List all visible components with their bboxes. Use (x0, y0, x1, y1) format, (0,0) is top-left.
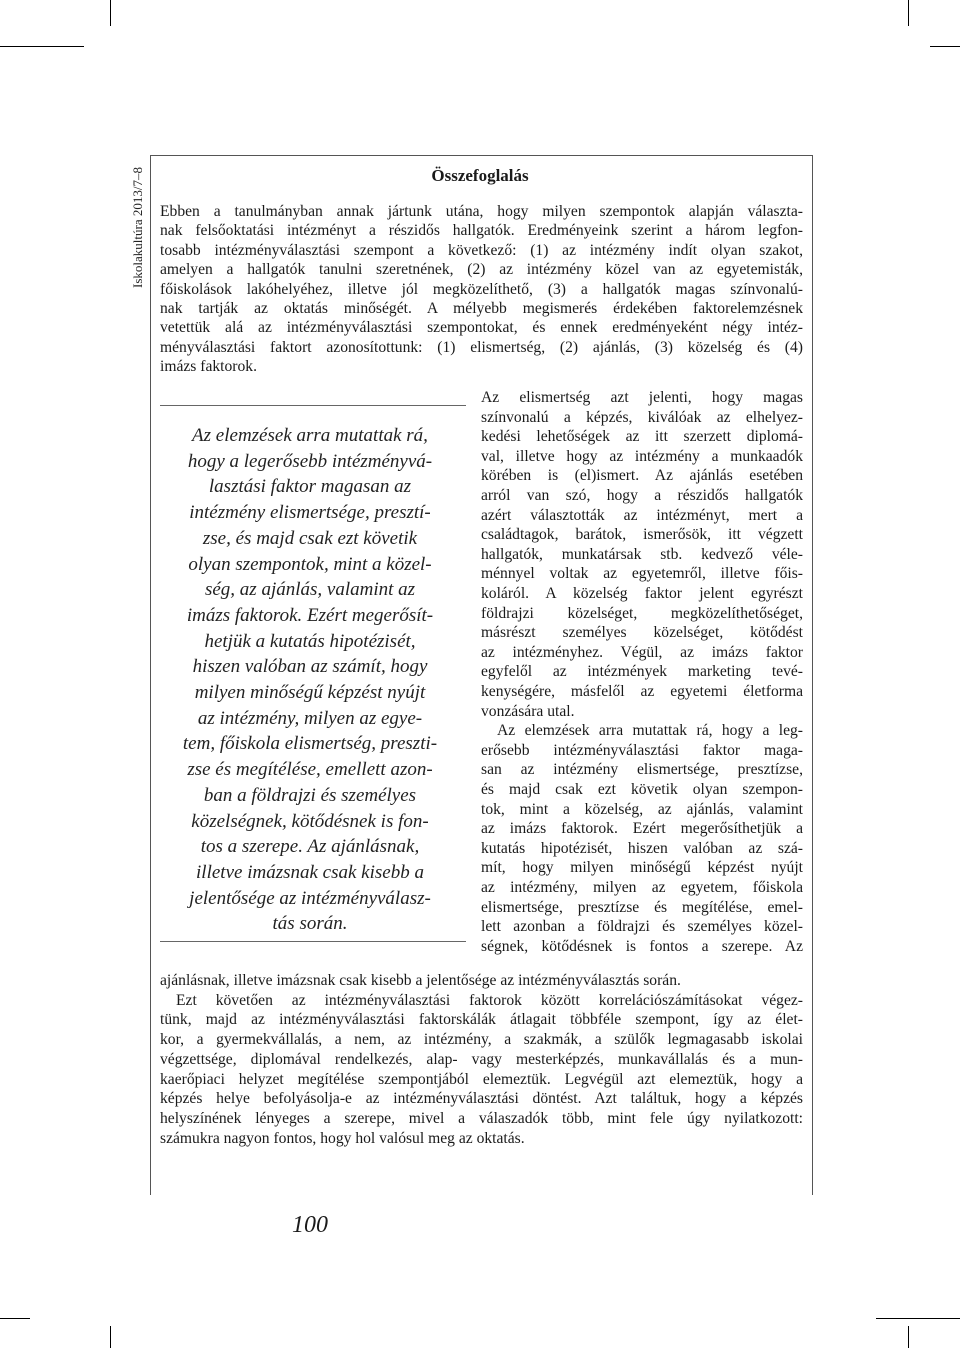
header-rule (150, 155, 813, 156)
text-line: számukra nagyon fontos, hogy hol valósul meg az oktatás. (160, 1129, 525, 1147)
text-line: elismertsége, presztízse és megítélése, emel- (481, 898, 803, 916)
text-line: hallgatók, munkatársak stb. kedvező véle- (481, 545, 803, 563)
running-head-text: Iskolakultúra 2013/7–8 (130, 167, 145, 288)
pull-quote-line: az intézmény, milyen az egye- (197, 707, 423, 729)
text-line: családtagok, barátok, ismerősök, itt végzett (481, 526, 803, 544)
text-line: ményválasztási faktort azonosítottunk: (1) elismertség, (2) ajánlás, (3) közelség és (4) (160, 338, 803, 356)
pull-quote-line: milyen minőségű képzést nyújt (194, 682, 426, 703)
text-line: kor, a gyermekvállalás, a nem, az intézmény, a szakmák, a szülők legmagasabb iskolai (160, 1031, 803, 1049)
text-line: kedési lehetőségek az itt szerzett diplomá- (481, 428, 803, 446)
crop-mark (930, 46, 960, 47)
text-line: kutatás hipotézisét, hiszen valóban az szá- (481, 839, 803, 857)
text-line: az intézmény, milyen az egyetem, főiskola (481, 879, 803, 896)
pull-quote-line: intézmény elismertsége, presztí- (189, 502, 431, 524)
text-line: Az elismertség azt jelenti, hogy magas (481, 389, 803, 406)
text-line: tok, mint a közelség, az ajánlás, valamint (481, 800, 803, 818)
text-line: színvonalú a képzés, kiválóak az elhelyez- (481, 408, 803, 426)
left-margin-rule (150, 155, 151, 1195)
pull-quote-line: imázs faktorok. Ezért megerősít- (186, 604, 434, 626)
text-line: erősebb intézményválasztási faktor maga- (481, 741, 803, 759)
pull-quote-line: tem, főiskola elismertség, preszti- (182, 733, 438, 755)
text-line: vonzására utal. (481, 702, 575, 720)
pull-quote-line: tás során. (272, 913, 348, 935)
pull-quote-line: közelségnek, kötődésnek is fon- (191, 810, 429, 832)
crop-mark (0, 1318, 30, 1319)
text-line: san az intézmény elismertsége, presztízse, (481, 761, 803, 779)
pull-quote-line: hiszen valóban az számít, hogy (192, 656, 428, 678)
text-line: az intézményhez. Végül, az imázs faktor (481, 643, 803, 661)
pull-quote-line: tos a szerepe. Az ajánlásnak, (200, 836, 420, 858)
text-line: arról van szó, hogy a részidős hallgatók (481, 487, 803, 504)
text-line: és majd csak ezt követik olyan szempon- (481, 781, 803, 798)
text-line: tünk, majd az intézményválasztási faktorskálák átlagait többféle szempont, így az élet- (160, 1011, 803, 1029)
crop-mark (0, 46, 84, 47)
pull-quote-line: olyan szempontok, mint a közel- (188, 553, 432, 575)
text-line: mít, hogy milyen minőségű képzést nyújt (481, 859, 803, 877)
text-line: azért választották az intézményt, mert a (481, 506, 803, 524)
pull-quote-line: Az elemzések arra mutattak rá, (192, 425, 428, 446)
text-line: egyfelől az intézmények marketing tevé- (481, 663, 803, 681)
text-line: imázs faktorok. (160, 358, 257, 376)
pull-quote-bottom-rule (160, 941, 466, 942)
pull-quote-line: lasztási faktor magasan az (208, 476, 412, 498)
pull-quote-line: ség, az ajánlás, valamint az (204, 579, 416, 601)
text-line: Ebben a tanulmányban annak jártunk utána, hogy milyen szempontok alapján választa- (160, 203, 803, 220)
text-line: másrészt személyes közelséget, kötődést (481, 624, 803, 642)
pull-quote-line: zse, és majd csak ezt követik (202, 527, 418, 549)
text-line: körében is (el)ismert. Az ajánlás esetében (481, 467, 803, 485)
text-line: képzés helye befolyásolja-e az intézményválasztási döntést. Azt találtuk, hogy a képzés (160, 1090, 803, 1108)
page-number: 100 (292, 1212, 328, 1238)
text-line: főiskolások lakóhelyéhez, illetve jól megközelíthető, (3) a hallgatók magas színvonalú- (160, 280, 803, 298)
text-line: val, illetve hogy az intézmény a munkaadók (481, 447, 803, 465)
pull-quote-line: ban a földrajzi és személyes (203, 784, 417, 806)
text-line: koláról. A közelség faktor jelent egyrészt (481, 585, 803, 602)
text-line: amelyen a hallgatók tanulni szeretnének, (2) az intézmény közel van az egyetemisták, (160, 261, 803, 279)
text-line: földrajzi közelséget, megközelíthetőséget, (481, 604, 803, 622)
text-line: ségnek, kötődésnek is fontos a szerepe. Az (481, 937, 803, 955)
text-line: kenységére, másfelől az egyetemi életforma (481, 683, 803, 700)
text-line: az imázs faktorok. Ezért megerősíthetjük a (481, 820, 803, 838)
crop-mark (908, 1326, 909, 1348)
pull-quote-line: jelentősége az intézményválasz- (189, 887, 431, 909)
text-line: nak tartják az oktatás minőségét. A mélyebb megismerés érdekében faktorelemzésnek (160, 300, 803, 317)
pull-quote-line: hetjük a kutatás hipotézisét, (204, 630, 416, 652)
right-margin-rule (812, 155, 813, 1195)
pull-quote-top-rule (160, 405, 466, 406)
pull-quote-line: zse és megítélése, emellett azon- (187, 759, 433, 781)
crop-mark (110, 0, 111, 26)
text-line: tosabb intézményválasztási szempont a következő: (1) az intézmény indít olyan szakot, (160, 241, 803, 259)
text-line: Ezt követően az intézményválasztási faktorok között korrelációszámításokat végez- (176, 991, 803, 1009)
crop-mark (908, 0, 909, 26)
text-line: vetettük alá az intézményválasztási szempontokat, és ennek eredményeként négy intéz- (160, 319, 803, 337)
text-line: végzettsége, diplomával rendelkezés, alap- vagy mesterképzés, munkavállalás és a mun- (160, 1050, 803, 1068)
crop-mark (876, 1318, 960, 1319)
pull-quote-line: illetve imázsnak csak kisebb a (196, 861, 424, 883)
text-line: lett azonban a földrajzi és személyes közel- (481, 918, 803, 936)
crop-mark (110, 1326, 111, 1348)
pull-quote-line: hogy a legerősebb intézményvá- (187, 450, 433, 472)
text-line: Az elemzések arra mutattak rá, hogy a leg- (497, 722, 803, 740)
text-line: helyszínének lényeges a szerepe, mivel a válaszadók több, mint fele úgy nyilatkozott: (160, 1109, 803, 1127)
text-line: ajánlásnak, illetve imázsnak csak kisebb a jelentősége az intézményválasztás során. (160, 972, 681, 989)
text-line: kaerőpiaci helyzet megítélése szempontjából elemeztük. Legvégül azt elemeztük, hogy a (160, 1070, 803, 1088)
text-line: ménnyel voltak az egyetemről, illetve főis- (481, 565, 803, 583)
text-line: nak felsőoktatási intézményt a részidős hallgatók. Eredményeink szerint a három legfon- (160, 222, 803, 240)
running-head (128, 160, 146, 300)
section-title: Összefoglalás (431, 166, 529, 185)
